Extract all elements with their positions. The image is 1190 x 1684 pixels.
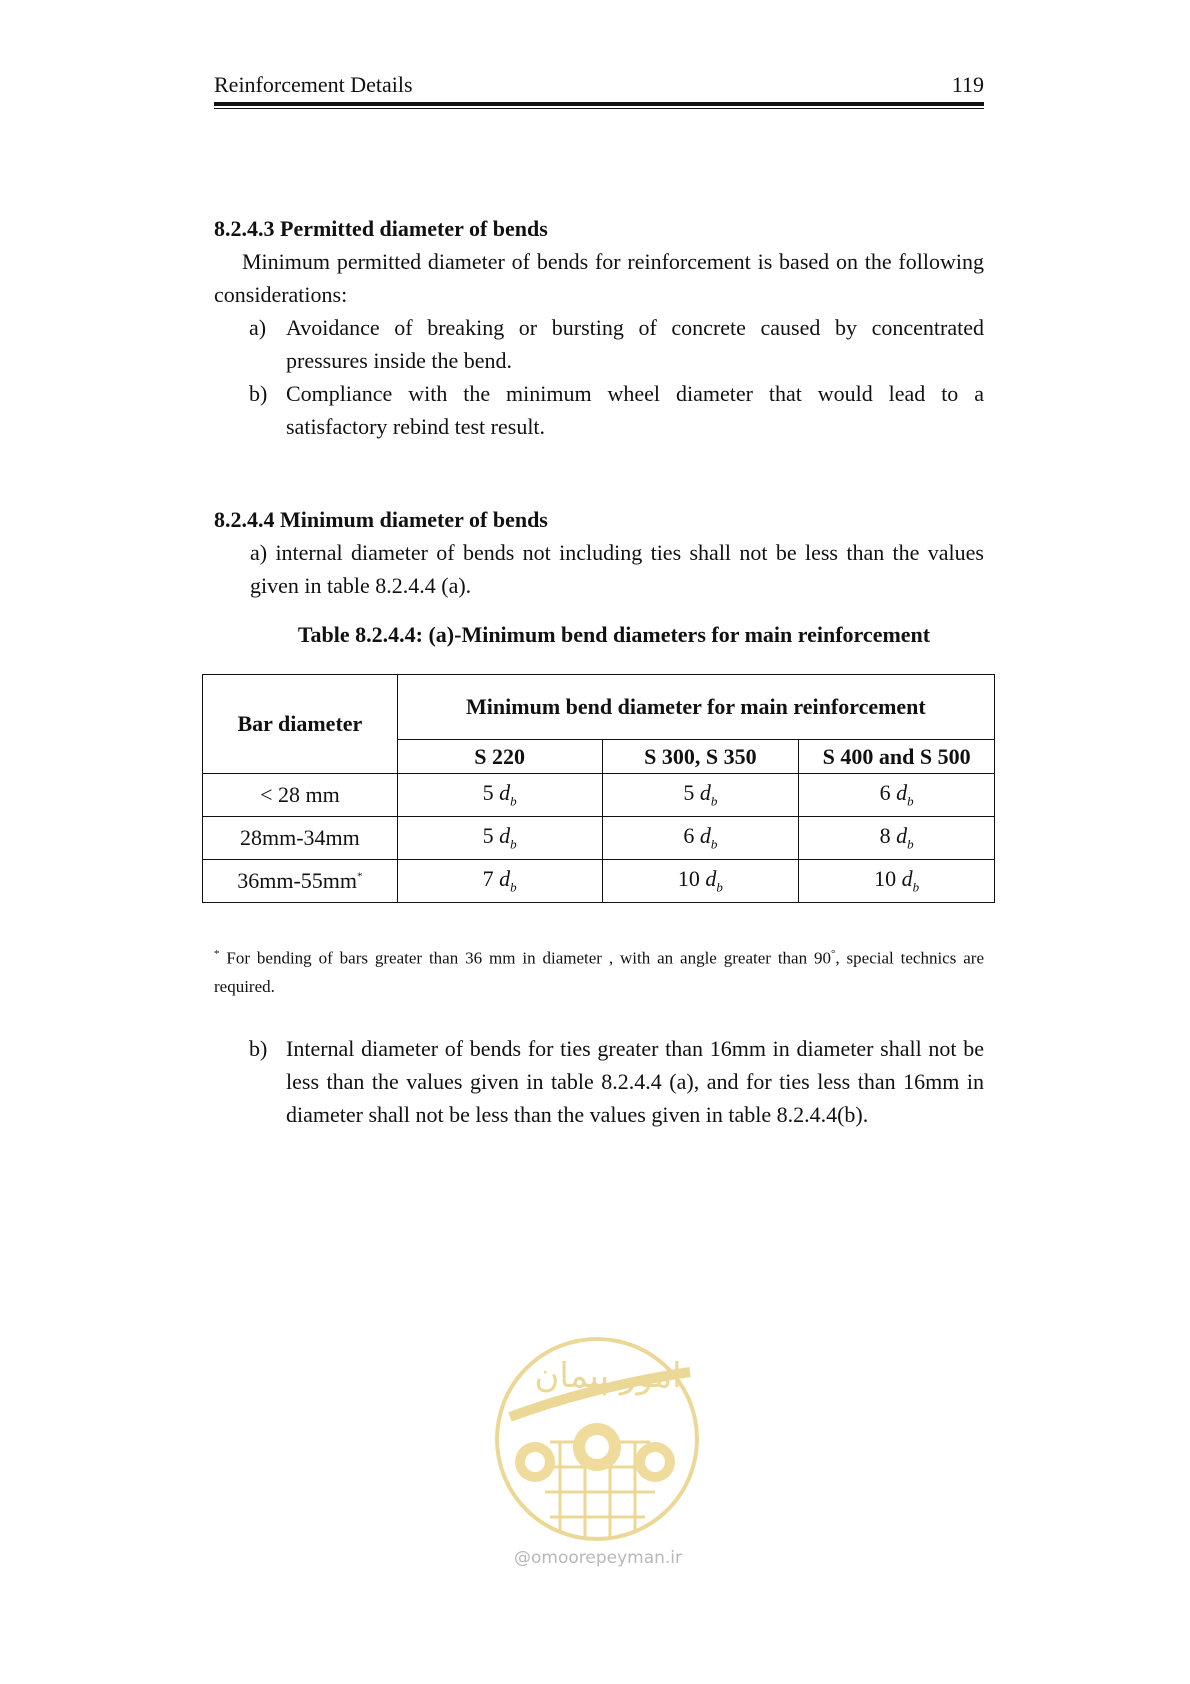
footnote-mark: * [214,948,220,960]
footnote-text-after: , special technics are required. [214,948,984,996]
watermark-url-text: omoorepeyman.ir [530,1548,683,1568]
header-s400-s500: S 400 and S 500 [799,740,995,774]
db-symbol-letter: d [896,823,908,849]
bend-multiplier: 8 [879,823,891,849]
db-symbol-subscript: b [907,793,914,809]
bend-diameter-cell [799,817,995,860]
section-heading-8-2-4-3: 8.2.4.3 Permitted diameter of bends [214,216,548,241]
list-item [214,1032,984,1131]
db-symbol-letter: d [499,780,511,806]
bar-diameter-value: 28mm-34mm [240,825,360,850]
db-symbol [901,866,920,895]
footnote-reference: * [357,870,363,883]
bend-diameter-cell [397,817,602,860]
bend-diameter-cell [602,774,799,817]
section-intro: Minimum permitted diameter of bends for reinforcement is based on the following considerations: [214,249,984,307]
table-row [203,860,995,903]
bar-diameter-value: 36mm-55mm [237,868,358,893]
db-symbol-subscript: b [510,793,517,809]
bar-diameter-cell [203,860,398,903]
bend-multiplier: 5 [683,780,695,806]
table-caption: Table 8.2.4.4: (a)-Minimum bend diameters for main reinforcement [297,622,931,647]
bend-multiplier: 10 [874,866,897,892]
bend-diameter-cell [799,774,995,817]
header-rule-thick [214,102,984,106]
db-symbol-subscript: b [912,879,920,895]
list-marker: a) [249,315,267,340]
table-row [203,774,995,817]
bend-multiplier: 5 [482,780,494,806]
db-symbol-subscript: b [510,879,517,895]
table-row [203,817,995,860]
bar-diameter-cell [203,774,398,817]
bend-multiplier: 6 [879,780,891,806]
bend-diameter-cell [397,860,602,903]
list-item-text: Internal diameter of bends for ties greater than 16mm in diameter shall not be less than the values given in table 8.2.4.4 (a), and for ties less than 16mm in diameter shall not be less than the values given in table 8.2.4.4(b). [286,1036,984,1127]
db-symbol-letter: d [499,823,511,849]
bend-multiplier: 5 [482,823,494,849]
db-symbol-letter: d [896,780,908,806]
section-item-b [214,1032,984,1131]
table-footnote [214,940,984,1001]
bend-diameter-cell [602,817,799,860]
header-s220: S 220 [397,740,602,774]
bend-diameter-cell [799,860,995,903]
db-symbol-subscript: b [710,793,718,809]
db-symbol-subscript: b [510,836,517,852]
footnote-text-before: For bending of bars greater than 36 mm in diameter , with an angle greater than 90 [226,948,831,968]
bend-multiplier: 6 [683,823,695,849]
header-s300-s350: S 300, S 350 [602,740,799,774]
list-item-text: Compliance with the minimum wheel diameter that would lead to a satisfactory rebind test result. [286,381,984,439]
main-content [214,212,984,650]
header-min-bend-diameter: Minimum bend diameter for main reinforcement [397,675,994,740]
db-symbol-subscript: b [710,836,718,852]
db-symbol-letter: d [901,866,913,892]
list-item-text: Avoidance of breaking or bursting of concrete caused by concentrated pressures inside the bend. [286,315,984,373]
bend-diameter-cell [397,774,602,817]
watermark-logo-text: امور پیمان [534,1356,682,1396]
db-symbol [499,866,517,895]
header-title: Reinforcement Details [214,72,413,97]
bar-diameter-cell [203,817,398,860]
bend-multiplier: 7 [482,866,494,892]
db-symbol [896,780,914,809]
db-symbol-letter: d [699,780,711,806]
page-number: 119 [951,72,984,97]
list-item [214,311,984,377]
db-symbol-subscript: b [907,836,914,852]
list-marker: b) [249,1036,268,1061]
bar-diameter-value: < 28 mm [260,782,340,807]
db-symbol [699,780,718,809]
db-symbol [705,866,723,895]
db-symbol [699,823,718,852]
db-symbol-letter: d [699,823,711,849]
item-b-list [214,1032,984,1131]
footnote-degree: ° [831,948,836,960]
db-symbol [499,823,517,852]
section-item-a: a) internal diameter of bends not including ties shall not be less than the values given in table 8.2.4.4 (a). [250,540,984,598]
list-item [214,377,984,443]
bend-diameter-cell [602,860,799,903]
db-symbol-letter: d [499,866,511,892]
considerations-list [214,311,984,443]
watermark-logo [490,1332,704,1546]
db-symbol [896,823,914,852]
running-header [214,70,984,100]
watermark-url: @omoorepeyman.ir [513,1548,683,1568]
list-marker: b) [249,381,268,406]
bend-diameter-table [202,674,995,903]
db-symbol [499,780,517,809]
bend-multiplier: 10 [677,866,700,892]
header-rule-thin [214,108,984,109]
section-heading-8-2-4-4: 8.2.4.4 Minimum diameter of bends [214,507,548,532]
db-symbol-subscript: b [716,879,723,895]
table-body [203,774,995,903]
header-bar-diameter: Bar diameter [203,675,398,774]
db-symbol-letter: d [705,866,717,892]
